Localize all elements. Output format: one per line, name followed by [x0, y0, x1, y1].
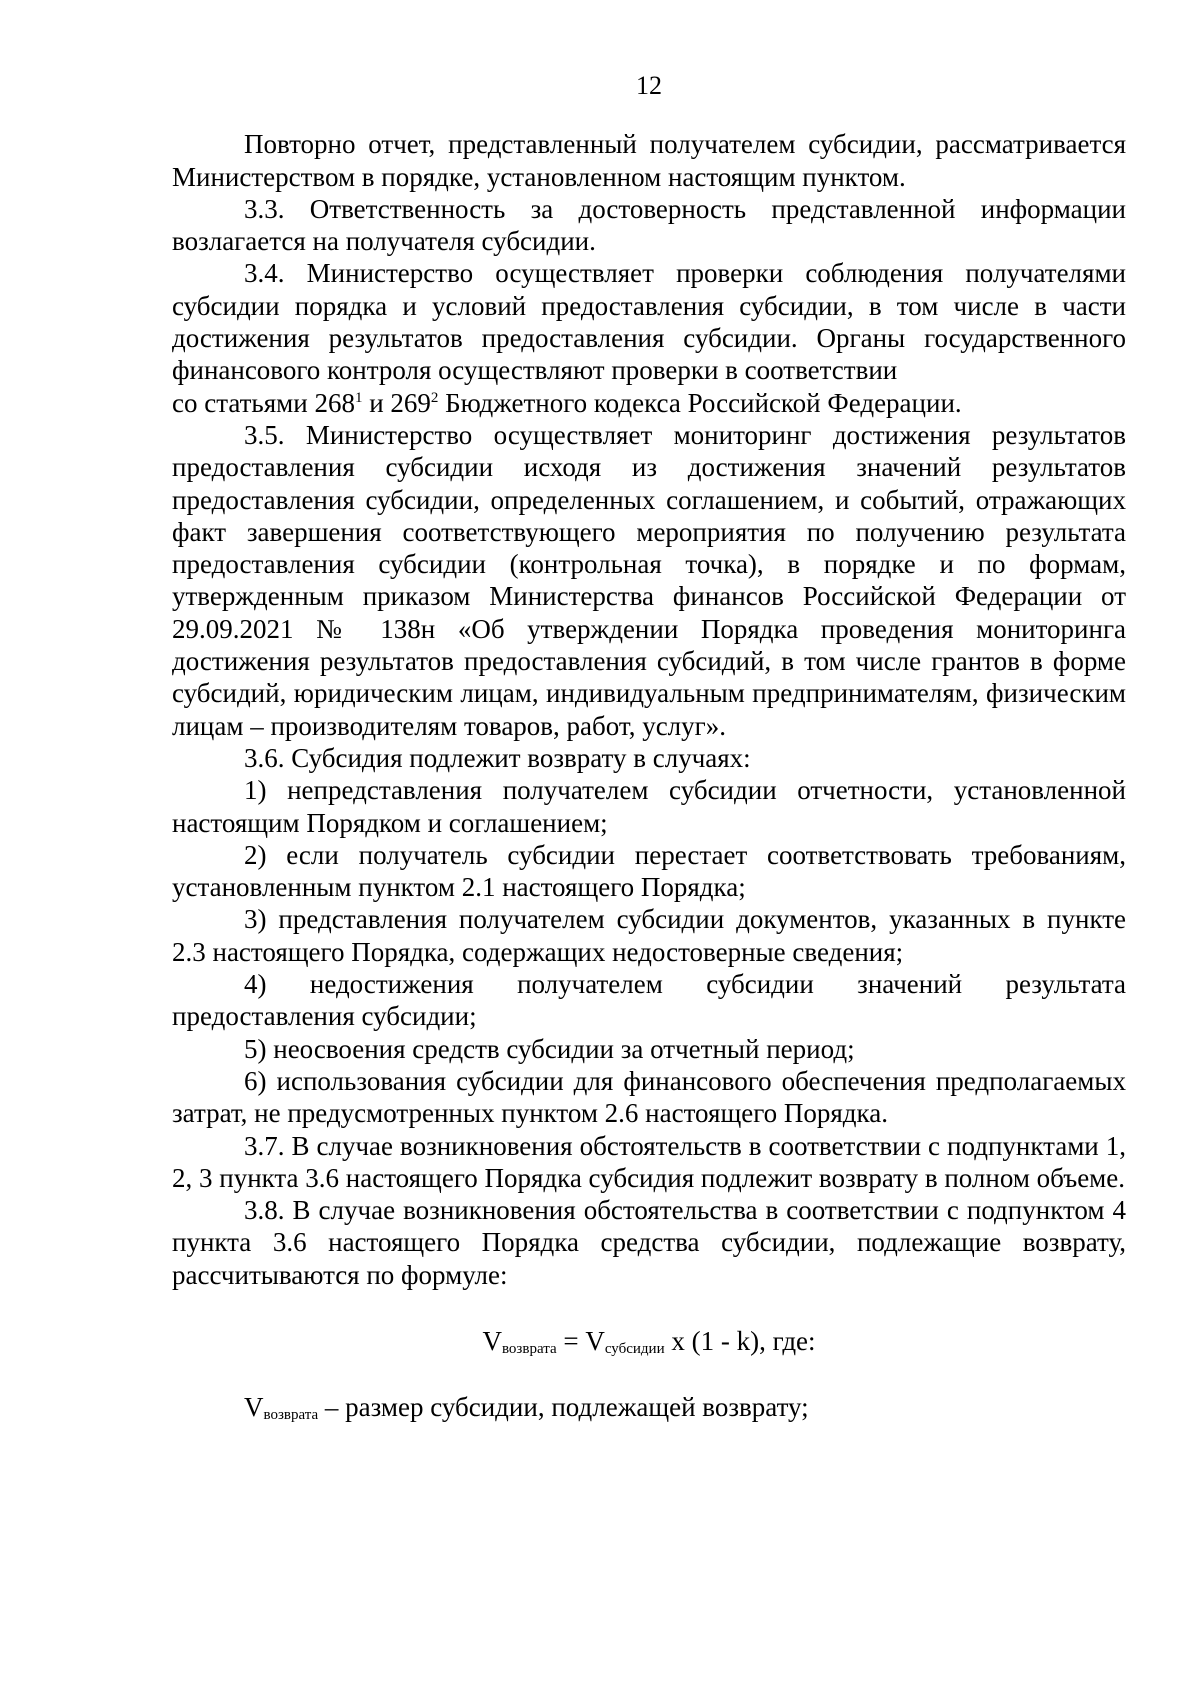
list-item-3: 3) представления получателем субсидии документов, указанных в пункте 2.3 настоящего Порядка, содержащих недостоверные сведения; [172, 904, 1126, 967]
paragraph-3-4-tail [172, 387, 1126, 419]
list-item-5: 5) неосвоения средств субсидии за отчетный период; [244, 1033, 855, 1064]
list-item-2: 2) если получатель субсидии перестает соответствовать требованиям, установленным пунктом 2.1 настоящего Порядка; [172, 839, 1126, 903]
definition-v-return [172, 1391, 1126, 1423]
formula-sub1: возврата [501, 1340, 557, 1357]
formula [172, 1325, 1126, 1357]
definition-v: V [244, 1392, 264, 1423]
document-page [172, 70, 1126, 1424]
paragraph-3-4-text: 3.4. Министерство осуществляет проверки соблюдения получателями субсидии порядка и условий предоставления субсидии, в том числе в части достижения результатов предоставления субсидии. Органы государственного финансового контроля осуществляют проверки в соответствии [172, 258, 1126, 386]
formula-rest: x (1 - k), где: [664, 1325, 816, 1356]
formula-eq: = [556, 1325, 586, 1356]
paragraph-3-4 [172, 257, 1126, 386]
tail-part-b: и 269 [362, 387, 431, 418]
paragraph-3-7: 3.7. В случае возникновения обстоятельств в соответствии с подпунктами 1, 2, 3 пункта 3.6 настоящего Порядка субсидия подлежит возврату в полном объеме. [172, 1130, 1126, 1193]
tail-part-c: Бюджетного кодекса Российской Федерации. [438, 387, 962, 418]
paragraph-3-3: 3.3. Ответственность за достоверность представленной информации возлагается на получателя субсидии. [172, 193, 1126, 257]
formula-sub2: субсидии [604, 1340, 665, 1357]
superscript-2: 2 [430, 389, 439, 406]
formula-v1: V [482, 1325, 502, 1356]
list-item-6: 6) использования субсидии для финансового обеспечения предполагаемых затрат, не предусмотренных пунктом 2.6 настоящего Порядка. [172, 1065, 1126, 1129]
list-item-1: 1) непредставления получателем субсидии отчетности, установленной настоящим Порядком и соглашением; [172, 775, 1126, 838]
paragraph-3-6: 3.6. Субсидия подлежит возврату в случаях: [244, 742, 751, 773]
paragraph-repeat-report: Повторно отчет, представленный получателем субсидии, рассматривается Министерством в порядке, установленном настоящим пунктом. [172, 129, 1126, 192]
definition-sub: возврата [263, 1407, 319, 1424]
formula-v2: V [585, 1325, 605, 1356]
tail-part-a: со статьями 268 [172, 387, 355, 418]
superscript-1: 1 [354, 389, 363, 406]
list-item-4: 4) недостижения получателем субсидии значений результата предоставления субсидии; [172, 969, 1126, 1032]
page-number: 12 [636, 71, 662, 100]
paragraph-3-5: 3.5. Министерство осуществляет мониторинг достижения результатов предоставления субсидии исходя из достижения значений результатов предоставления субсидии, определенных соглашением, и событий, отражающих факт завершения соответствующего мероприятия по получению результата предоставления субсидии (контрольная точка), в порядке и по формам, утвержденным приказом Министерства финансов Российской Федерации от 29.09.2021 № 138н «Об утверждении Порядка проведения мониторинга достижения результатов предоставления субсидий, в том числе грантов в форме субсидий, юридическим лицам, индивидуальным предпринимателям, физическим лицам – производителям товаров, работ, услуг». [172, 419, 1126, 741]
paragraph-3-8: 3.8. В случае возникновения обстоятельства в соответствии с подпунктом 4 пункта 3.6 настоящего Порядка средства субсидии, подлежащие возврату, рассчитываются по формуле: [172, 1195, 1126, 1290]
definition-text: – размер субсидии, подлежащей возврату; [318, 1392, 809, 1423]
